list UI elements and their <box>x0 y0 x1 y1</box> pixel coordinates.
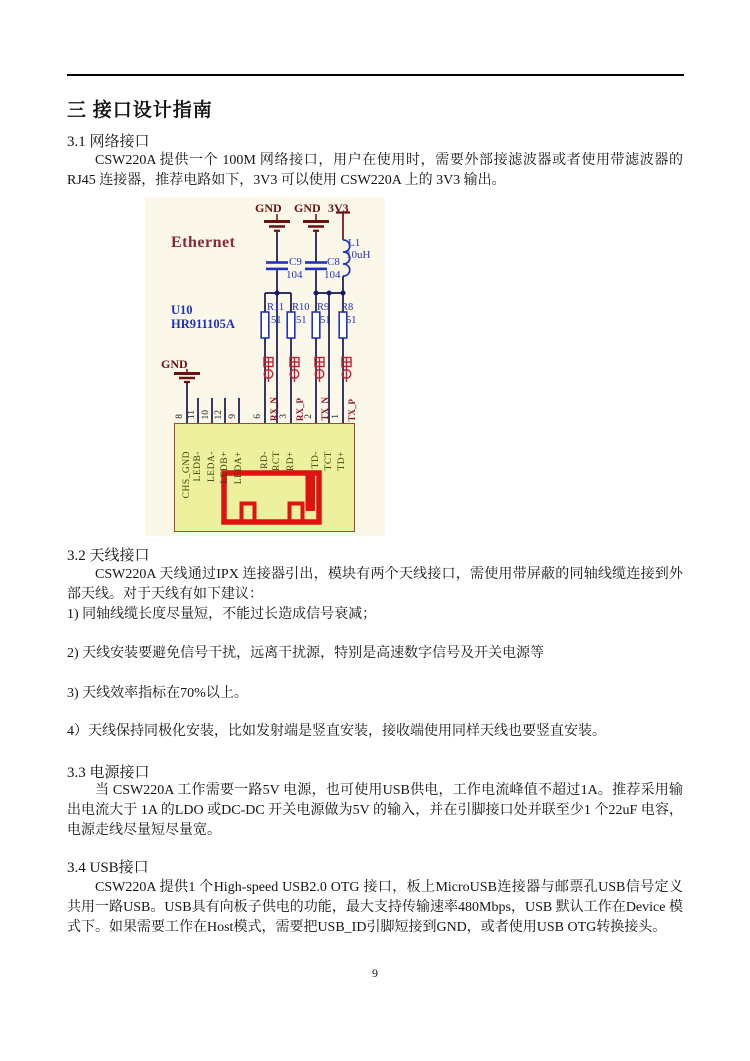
schematic-title: Ethernet <box>171 234 236 251</box>
section-title-3-1: 3.1 网络接口 <box>67 134 150 150</box>
connector-pin-label: CHS_GND <box>182 451 192 499</box>
connector-pin-label: RD+ <box>286 451 296 472</box>
pin-number: 9 <box>228 414 238 419</box>
net-label: RX_P <box>295 398 305 421</box>
transformer-part: HR911105A <box>171 317 235 331</box>
capacitor-value: 104 <box>324 269 341 281</box>
transformer-ref: U10 <box>171 303 193 317</box>
gnd-label: GND <box>161 357 188 371</box>
capacitor-ref: C9 <box>289 256 302 268</box>
connector-pin-label: LEDA+ <box>234 451 244 485</box>
section-title-3-4: 3.4 USB接口 <box>67 860 149 876</box>
section-title-3-2: 3.2 天线接口 <box>67 548 150 564</box>
resistor-value: 51 <box>346 315 357 326</box>
connector-pin-label: RCT <box>272 451 282 471</box>
section-body-3-3: 当 CSW220A 工作需要一路5V 电源，也可使用USB供电，工作电流峰值不超过1A。推荐采用输出电流大于 1A 的LDO 或DC-DC 开关电源做为5V 的输入，并在引脚接口处并联至少1 个22uF 电容，电源走线尽量短尽量宽。 <box>67 783 683 838</box>
capacitor-value: 104 <box>286 269 303 281</box>
pin-number: 8 <box>175 414 185 419</box>
pad-marker-icon <box>262 356 275 384</box>
antenna-advice-3: 3) 天线效率指标在70%以上。 <box>67 686 248 701</box>
pin-number: 10 <box>201 409 211 419</box>
net-label: TX_N <box>320 397 330 421</box>
pad-marker-icon <box>313 356 326 384</box>
page-number: 9 <box>372 966 378 980</box>
net-label: RX_N <box>269 397 279 421</box>
connector-pin-label: TD+ <box>337 451 347 471</box>
pin-number: 3 <box>279 414 289 419</box>
resistor-value: 51 <box>320 315 331 326</box>
ground-symbol <box>303 214 329 231</box>
pin-number: 12 <box>214 409 224 419</box>
inductor-value: 10uH <box>346 249 371 261</box>
power-rail-label: 3V3 <box>328 201 349 215</box>
pin-number: 6 <box>253 414 263 419</box>
section-body-3-1: CSW220A 提供一个 100M 网络接口，用户在使用时，需要外部接滤波器或者使用带滤波器的 RJ45 连接器，推荐电路如下，3V3 可以使用 CSW220A 上的 3V3 输出。 <box>67 153 683 188</box>
resistor-ref: R11 <box>267 302 285 313</box>
power-rail-symbol <box>336 213 350 241</box>
connector-pin-label: TCT <box>324 451 334 471</box>
resistor-ref: R8 <box>341 302 354 313</box>
section-title-3-3: 3.3 电源接口 <box>67 765 150 781</box>
connector-pin-label: LEDB- <box>193 451 203 482</box>
connector-pin-label: TD- <box>311 451 321 469</box>
resistor-value: 51 <box>271 315 282 326</box>
ethernet-schematic <box>145 197 385 536</box>
header-rule <box>67 74 684 76</box>
connector-pin-label: LEDB+ <box>220 451 230 484</box>
section-body-3-4: CSW220A 提供1 个High-speed USB2.0 OTG 接口，板上MicroUSB连接器与邮票孔USB信号定义共用一路USB。USB具有向板子供电的功能，最大支持传输速率480Mbps，USB 默认工作在Device 模式下。如果需要工作在Host模式，需要把USB_ID引脚短接到GND，或者使用USB OTG转换接头。 <box>67 880 683 935</box>
pad-marker-icon <box>288 356 301 384</box>
net-label: TX_P <box>347 398 357 421</box>
antenna-advice-4: 4）天线保持同极化安装，比如发射端是竖直安装，接收端使用同样天线也要竖直安装。 <box>67 724 606 739</box>
pin-number: 2 <box>304 414 314 419</box>
connector-pin-label: RD- <box>260 451 270 469</box>
pin-number: 11 <box>187 409 197 419</box>
capacitor-ref: C8 <box>327 256 340 268</box>
antenna-advice-1: 1) 同轴线缆长度尽量短，不能过长造成信号衰减； <box>67 607 377 622</box>
page-title: 三 接口设计指南 <box>67 100 213 121</box>
ground-symbol <box>264 214 290 231</box>
gnd-label: GND <box>294 201 321 215</box>
connector-pin-label: LEDA- <box>207 451 217 482</box>
antenna-advice-2: 2) 天线安装要避免信号干扰，远离干扰源，特别是高速数字信号及开关电源等 <box>67 646 545 661</box>
resistor-ref: R10 <box>292 302 310 313</box>
pin-number: 1 <box>331 414 341 419</box>
inductor-ref: L1 <box>348 237 361 249</box>
resistor-ref: R9 <box>317 302 330 313</box>
resistor-value: 51 <box>296 315 307 326</box>
section-body-3-2: CSW220A 天线通过IPX 连接器引出，模块有两个天线接口，需使用带屏蔽的同轴线缆连接到外部天线。对于天线有如下建议： <box>67 567 683 602</box>
pad-marker-icon <box>340 356 353 384</box>
gnd-label: GND <box>255 201 282 215</box>
